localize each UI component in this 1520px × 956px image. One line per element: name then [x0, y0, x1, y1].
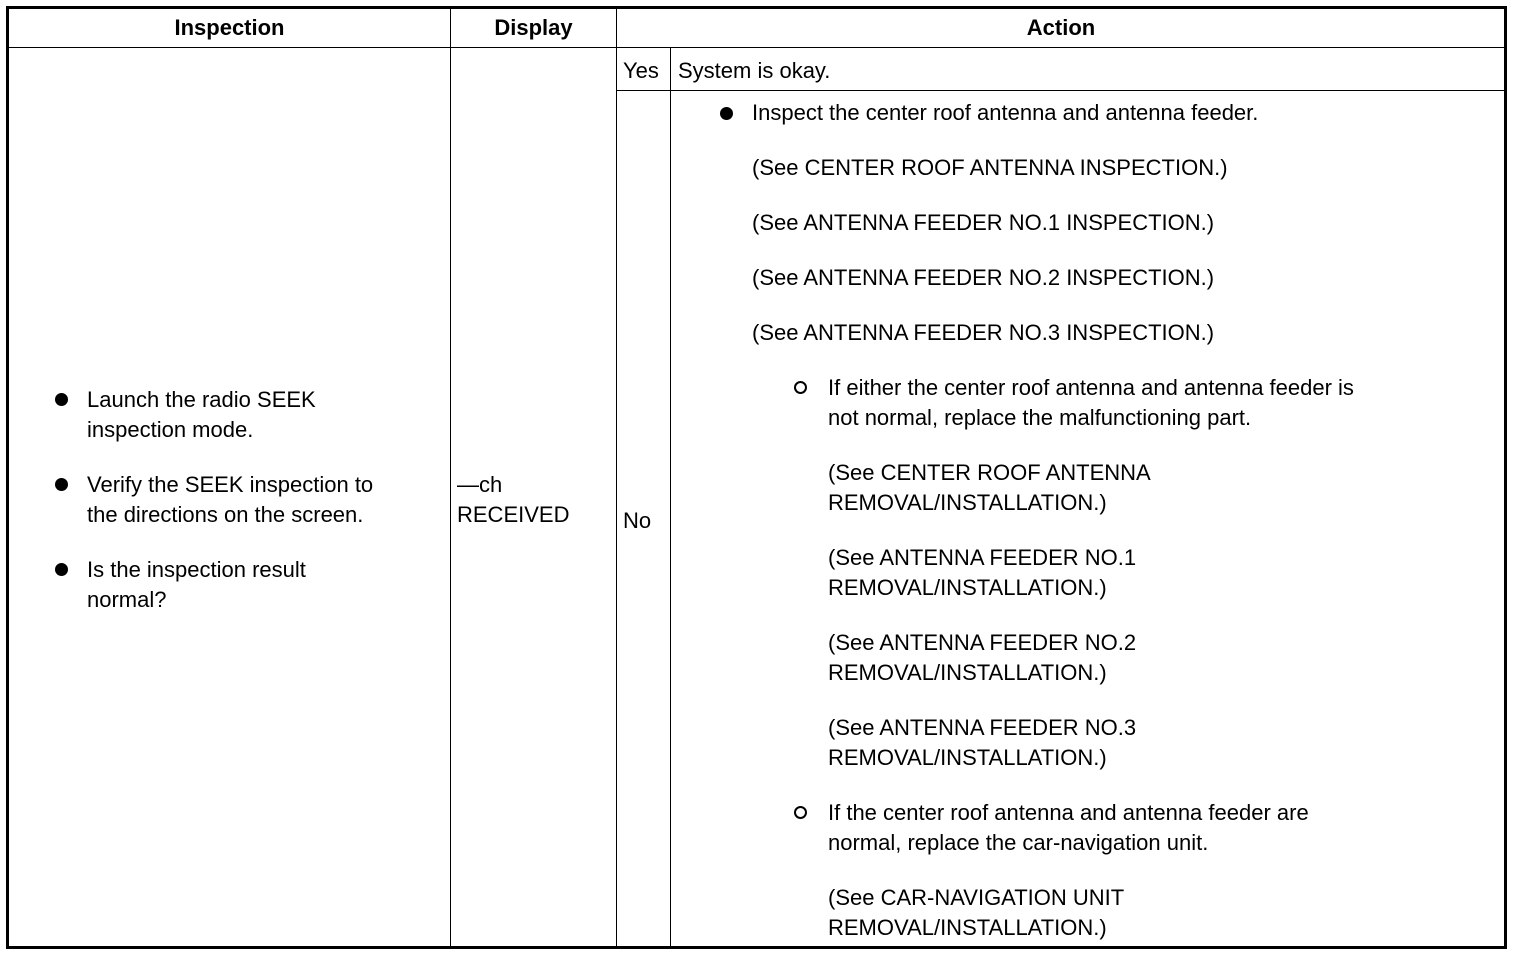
action-ref: (See CENTER ROOF ANTENNA INSPECTION.) — [752, 155, 1228, 180]
action-ref: (See ANTENNA FEEDER NO.3 INSPECTION.) — [752, 320, 1215, 345]
sub-bullet-icon — [794, 381, 807, 394]
sub-action-ref: REMOVAL/INSTALLATION.) — [828, 575, 1107, 600]
bullet-icon — [720, 107, 733, 120]
column-divider — [670, 48, 671, 948]
header-action: Action — [1026, 15, 1096, 40]
header-display: Display — [494, 15, 573, 40]
sub-action-ref: REMOVAL/INSTALLATION.) — [828, 745, 1107, 770]
action-ref: (See ANTENNA FEEDER NO.1 INSPECTION.) — [752, 210, 1215, 235]
sub-bullet-icon — [794, 806, 807, 819]
display-value: —ch — [457, 472, 503, 497]
sub-action-line: If the center roof antenna and antenna feeder are — [828, 800, 1309, 825]
display-value: RECEIVED — [457, 502, 570, 527]
sub-action-ref: (See ANTENNA FEEDER NO.1 — [828, 545, 1137, 570]
bullet-icon — [55, 563, 68, 576]
bullet-icon — [55, 478, 68, 491]
inspection-item-line: normal? — [87, 587, 167, 612]
inspection-item-line: Verify the SEEK inspection to — [87, 472, 374, 497]
header-divider — [8, 47, 1506, 48]
sub-action-line: normal, replace the car-navigation unit. — [828, 830, 1209, 855]
row-divider — [616, 90, 1506, 91]
header-inspection: Inspection — [174, 15, 285, 40]
yes-action: System is okay. — [678, 58, 831, 83]
sub-action-line: not normal, replace the malfunctioning part. — [828, 405, 1252, 430]
sub-action-ref: REMOVAL/INSTALLATION.) — [828, 660, 1107, 685]
inspection-item-line: Is the inspection result — [87, 557, 306, 582]
inspection-item-line: inspection mode. — [87, 417, 254, 442]
sub-action-ref: (See ANTENNA FEEDER NO.3 — [828, 715, 1137, 740]
action-main: Inspect the center roof antenna and antenna feeder. — [752, 100, 1259, 125]
column-divider — [450, 8, 451, 948]
no-label: No — [623, 508, 652, 533]
inspection-item-line: the directions on the screen. — [87, 502, 364, 527]
sub-action-ref: (See ANTENNA FEEDER NO.2 — [828, 630, 1137, 655]
yes-label: Yes — [623, 58, 659, 83]
sub-action-line: If either the center roof antenna and antenna feeder is — [828, 375, 1354, 400]
column-divider — [616, 8, 617, 948]
sub-action-ref: REMOVAL/INSTALLATION.) — [828, 915, 1107, 940]
action-ref: (See ANTENNA FEEDER NO.2 INSPECTION.) — [752, 265, 1215, 290]
sub-action-ref: (See CAR-NAVIGATION UNIT — [828, 885, 1125, 910]
bullet-icon — [55, 393, 68, 406]
inspection-item-line: Launch the radio SEEK — [87, 387, 316, 412]
sub-action-ref: REMOVAL/INSTALLATION.) — [828, 490, 1107, 515]
sub-action-ref: (See CENTER ROOF ANTENNA — [828, 460, 1151, 485]
